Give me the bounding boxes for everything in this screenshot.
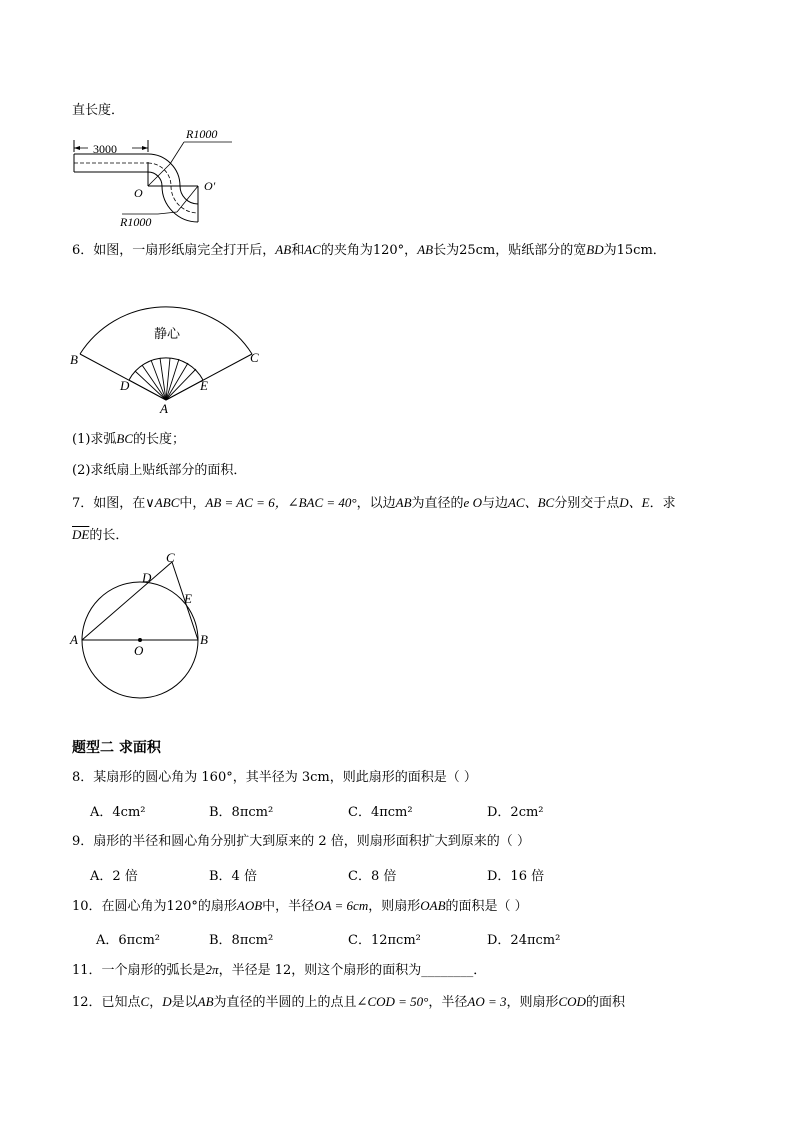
q7-stem: 7．如图，在∨ABC中，AB = AC = 6，∠BAC = 40°，以边AB为直径的e O与边AC、BC分别交于点D、E．求 bbox=[72, 495, 676, 511]
q10-option-d: D．24πcm² bbox=[487, 933, 561, 948]
circle-label-e: E bbox=[184, 591, 192, 606]
q10-stem: 10．在圆心角为120°的扇形AOB中，半径OA = 6cm，则扇形OAB的面积是（ ） bbox=[72, 898, 528, 914]
q5-tail-text: 直长度． bbox=[72, 103, 125, 118]
circle-figure bbox=[66, 550, 226, 702]
pipe-figure bbox=[66, 122, 246, 230]
q10-option-b: B．8πcm² bbox=[209, 933, 274, 948]
q6-sub2: (2)求纸扇上贴纸部分的面积． bbox=[72, 463, 247, 478]
radius-label-top: R1000 bbox=[186, 127, 218, 141]
fan-figure bbox=[66, 296, 272, 416]
circle-label-c: C bbox=[166, 550, 175, 565]
pipe-length-label: 3000 bbox=[93, 142, 117, 156]
point-o-label: O bbox=[134, 186, 143, 200]
q8-stem: 8．某扇形的圆心角为 160°，其半径为 3cm，则此扇形的面积是（ ） bbox=[72, 770, 477, 785]
q9-option-c: C．8 倍 bbox=[348, 869, 397, 884]
answer-blank[interactable]: ________ bbox=[421, 963, 474, 978]
q8-option-d: D．2cm² bbox=[487, 805, 544, 820]
q8-option-c: C．4πcm² bbox=[348, 805, 413, 820]
fan-label-b: B bbox=[70, 352, 78, 367]
q8-option-a: A．4cm² bbox=[90, 805, 146, 820]
fan-text: 静心 bbox=[154, 326, 181, 341]
circle-label-d: D bbox=[142, 570, 152, 585]
q9-stem: 9．扇形的半径和圆心角分别扩大到原来的 2 倍，则扇形面积扩大到原来的（ ） bbox=[72, 834, 530, 849]
circle-label-o: O bbox=[134, 643, 144, 658]
fan-label-e: E bbox=[200, 378, 208, 393]
fan-label-a: A bbox=[160, 401, 168, 416]
q8-option-b: B．8πcm² bbox=[209, 805, 274, 820]
q9-option-b: B．4 倍 bbox=[209, 869, 257, 884]
q10-option-a: A．6πcm² bbox=[96, 933, 161, 948]
q9-option-d: D．16 倍 bbox=[487, 869, 545, 884]
q12-stem: 12．已知点C，D是以AB为直径的半圆的上的点且∠COD = 50°，半径AO = 3，则扇形COD的面积 bbox=[72, 994, 625, 1010]
section-heading: 题型二 求面积 bbox=[72, 740, 161, 756]
circle-label-b: B bbox=[200, 632, 208, 647]
q11-stem: 11．一个扇形的弧长是2π，半径是 12，则这个扇形的面积为________． bbox=[72, 962, 487, 978]
q9-option-a: A．2 倍 bbox=[90, 869, 138, 884]
fan-label-c: C bbox=[250, 350, 259, 365]
point-o-prime-label: O′ bbox=[204, 179, 216, 193]
q6-sub1: (1)求弧BC的长度； bbox=[72, 431, 186, 447]
fan-label-d: D bbox=[120, 378, 130, 393]
radius-label-bottom: R1000 bbox=[120, 215, 152, 229]
q7-stem-line2: $\overline{DE}$的长． bbox=[72, 527, 129, 543]
circle-label-a: A bbox=[70, 632, 78, 647]
q10-option-c: C．12πcm² bbox=[348, 933, 421, 948]
q6-stem: 6．如图，一扇形纸扇完全打开后，AB和AC的夹角为120°，AB长为25cm，贴纸部分的宽BD为15cm． bbox=[72, 242, 666, 258]
